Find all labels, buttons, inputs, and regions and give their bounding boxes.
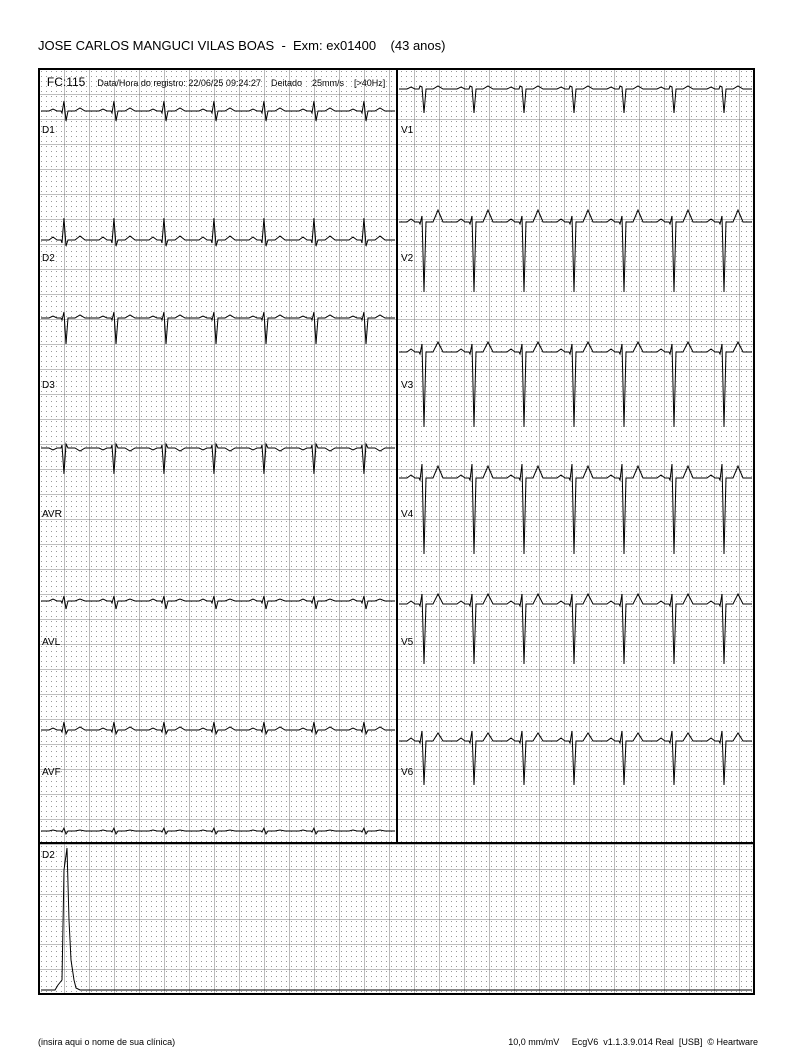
lead-label-avl: AVL (42, 637, 61, 648)
lead-label-v2: V2 (401, 253, 414, 264)
patient-title: JOSE CARLOS MANGUCI VILAS BOAS - Exm: ex01400 (43 anos) (38, 38, 446, 53)
lead-label-d3: D3 (42, 380, 55, 391)
lead-label-v1: V1 (401, 125, 414, 136)
lead-label-avf: AVF (42, 767, 61, 778)
lead-label-d2: D2 (42, 253, 55, 264)
lead-label-rhythm-d2: D2 (42, 850, 55, 861)
lead-label-v6: V6 (401, 767, 414, 778)
lead-label-v5: V5 (401, 637, 414, 648)
lead-label-v3: V3 (401, 380, 414, 391)
lead-label-v4: V4 (401, 509, 414, 520)
lead-label-avr: AVR (42, 509, 62, 520)
clinic-name: (insira aqui o nome de sua clínica) (38, 1037, 176, 1047)
device-info: 10,0 mm/mV EcgV6 v1.1.3.9.014 Real [USB] © Heartware (508, 1037, 758, 1047)
lead-label-d1: D1 (42, 125, 55, 136)
